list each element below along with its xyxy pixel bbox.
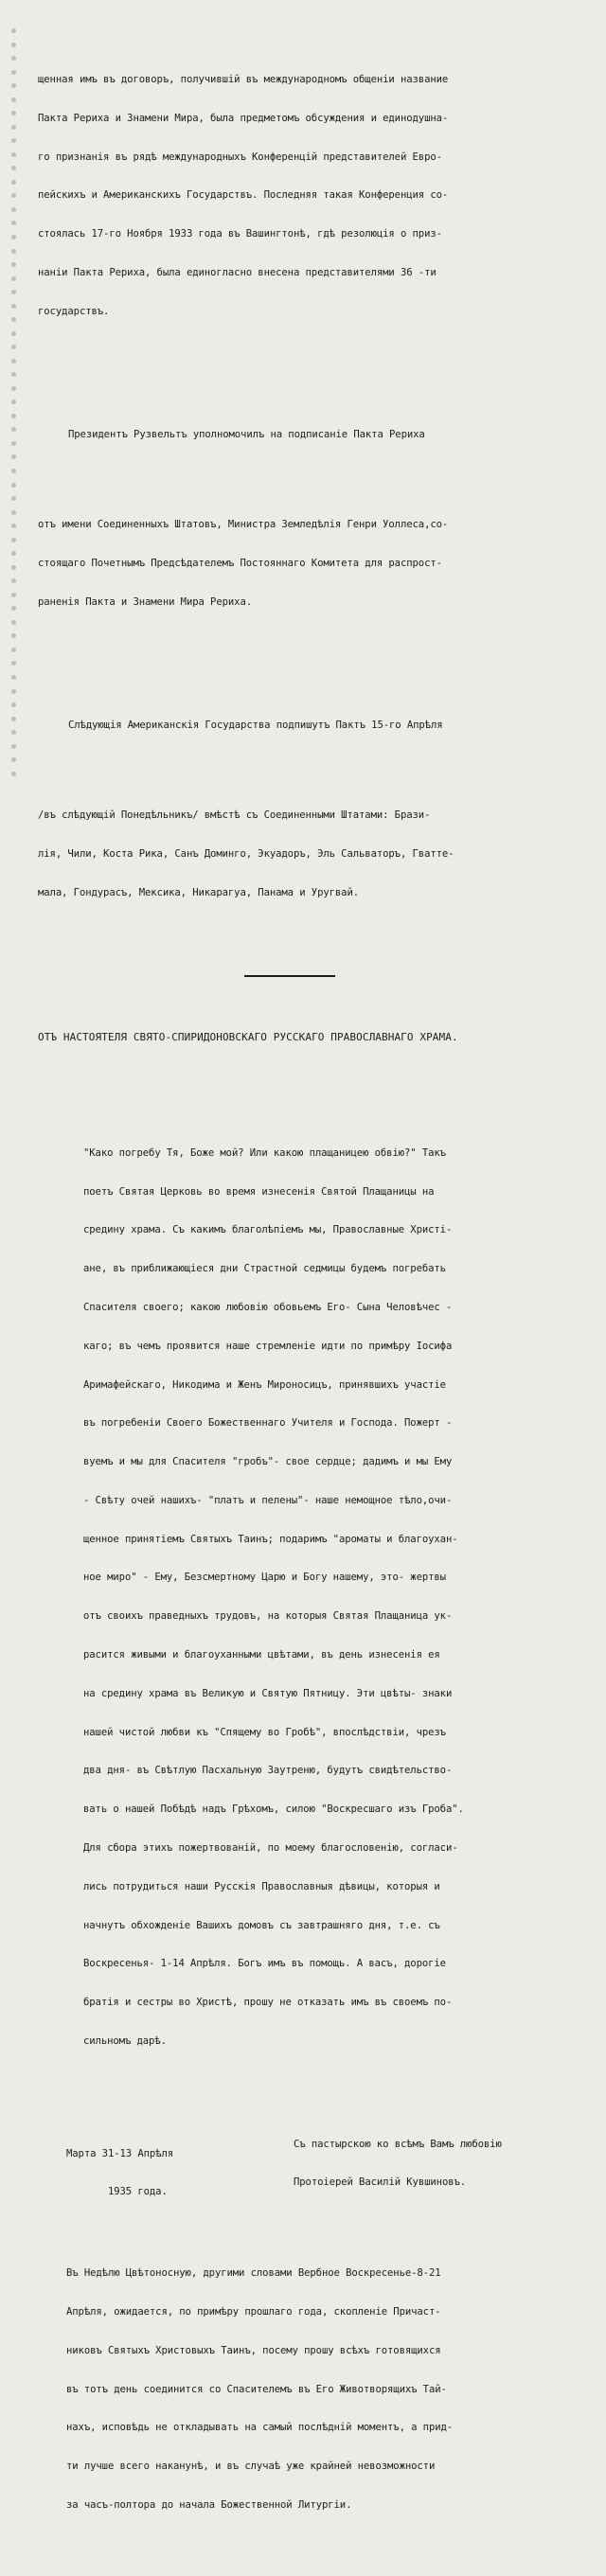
text-line: на средину храма въ Великую и Святую Пятницу. Эти цвѣты- знаки bbox=[83, 1687, 453, 1699]
signature-date bbox=[66, 2122, 173, 2225]
text-line: /въ слѣдующій Понедѣльникъ/ вмѣстѣ съ Соединенными Штатами: Брази- bbox=[38, 809, 431, 822]
text-line: Воскресенья- 1-14 Апрѣля. Богъ имъ въ помощь. А васъ, дорогіе bbox=[83, 1958, 446, 1970]
text-line: ное миро" - Ему, Безсмертному Царю и Богу нашему, это- жертвы bbox=[83, 1572, 446, 1584]
binder-holes bbox=[11, 28, 21, 776]
text-line: Пакта Рериха и Знамени Мира, была предметомъ обсуждения и единодушна- bbox=[38, 112, 449, 124]
text-line: щенная имъ въ договоръ, получившій въ международномъ общеніи название bbox=[38, 73, 449, 85]
text-line: стоялась 17-го Ноября 1933 года въ Вашингтонѣ, гдѣ резолюція о приз- bbox=[38, 228, 442, 240]
divider-line bbox=[244, 975, 335, 977]
text-line: пейскихъ и Американскихъ Государствъ. Последняя такая Конференция со- bbox=[38, 189, 449, 202]
text-line: отъ имени Соединенныхъ Штатовъ, Министра Земледѣлія Генри Уоллеса,со- bbox=[38, 519, 449, 531]
roerich-pact-paragraph-2 bbox=[38, 403, 578, 468]
text-line: Марта 31-13 Апрѣля bbox=[66, 2147, 174, 2159]
text-line: ане, въ приближающіеся дни Страстной седмицы будемъ погребать bbox=[83, 1263, 446, 1275]
text-line: государствъ. bbox=[38, 305, 110, 317]
text-line: Аримафейскаго, Никодима и Женъ Мироносицъ, принявшихъ участіе bbox=[83, 1378, 446, 1391]
text-line: никовъ Святыхъ Христовыхъ Таинъ, посему прошу всѣхъ готовящихся bbox=[66, 2344, 441, 2356]
rector-heading: ОТЪ НАСТОЯТЕЛЯ СВЯТО-СПИРИДОНОВСКАГО РУССКАГО ПРАВОСЛАВНАГО ХРАМА. bbox=[38, 1031, 458, 1044]
text-line: - Свѣту очей нашихъ- "платъ и пелены"- наше немощное тѣло,очи- bbox=[83, 1494, 453, 1506]
text-line: въ тотъ день соединится со Спасителемъ въ Его Животворящихъ Тай- bbox=[66, 2383, 447, 2395]
text-line: Съ пастырскою ко всѣмъ Вамъ любовію bbox=[294, 2138, 502, 2150]
section-divider bbox=[38, 964, 578, 992]
signature-author bbox=[294, 2112, 502, 2215]
text-line: Въ Недѣлю Цвѣтоносную, другими словами Вербное Воскресенье-8-21 bbox=[66, 2267, 441, 2280]
text-line: мала, Гондурасъ, Мексика, Никарагуа, Панама и Уругвай. bbox=[38, 886, 360, 898]
text-line: лись потрудиться наши Русскія Православныя дѣвицы, которыя и bbox=[83, 1880, 440, 1892]
text-line: раненія Пакта и Знамени Мира Рериха. bbox=[38, 595, 253, 608]
text-line: расится живыми и благоуханными цвѣтами, въ день изнесенія ея bbox=[83, 1649, 440, 1661]
text-line: два дня- въ Свѣтлую Пасхальную Заутреню, будутъ свидѣтельство- bbox=[83, 1765, 453, 1777]
text-line: въ погребеніи Своего Божественнаго Учителя и Господа. Пожерт - bbox=[83, 1417, 453, 1430]
text-line: за часъ-полтора до начала Божественной Литургіи. bbox=[66, 2498, 352, 2511]
roerich-pact-paragraph-1 bbox=[38, 48, 578, 345]
text-line: нахъ, исповѣдь не откладывать на самый послѣдній моментъ, а прид- bbox=[66, 2422, 454, 2434]
text-line: го признанія въ рядѣ международныхъ Конференцій представителей Евро- bbox=[38, 151, 442, 163]
text-line: отъ своихъ праведныхъ трудовъ, на которыя Святая Плащаница ук- bbox=[83, 1610, 453, 1623]
roerich-pact-paragraph-3-cont bbox=[38, 784, 578, 926]
text-line: начнутъ обхожденіе Вашихъ домовъ съ завтрашняго дня, т.е. съ bbox=[83, 1919, 440, 1931]
text-line: Спасителя своего; какою любовію обовьемъ Его- Сына Человѣчес - bbox=[83, 1302, 453, 1313]
text-line: Апрѣля, ожидается, по примѣру прошлаго года, скопленіе Причаст- bbox=[66, 2305, 441, 2318]
text-line: поетъ Святая Церковь во время изнесенія Святой Плащаницы на bbox=[83, 1185, 435, 1198]
text-line: лія, Чили, Коста Рика, Санъ Доминго, Экуадоръ, Эль Сальваторъ, Гватте- bbox=[38, 848, 454, 860]
text-line: каго; въ чемъ проявится наше стремленіе идти по примѣру Іосифа bbox=[83, 1340, 453, 1352]
rector-message bbox=[38, 1122, 578, 2074]
text-line: нашей чистой любви къ "Спящему во Гробѣ", впослѣдствіи, чрезъ bbox=[83, 1726, 446, 1738]
palm-sunday-notice bbox=[38, 2242, 578, 2538]
text-line: средину храма. Съ какимъ благолѣпіемъ мы, Православные Христі- bbox=[83, 1224, 453, 1236]
signature-row bbox=[38, 2112, 578, 2198]
text-line: стоящаго Почетнымъ Предсѣдателемъ Постояннаго Комитета для распрост- bbox=[38, 557, 442, 569]
text-line: 1935 года. bbox=[66, 2186, 168, 2198]
typed-text bbox=[38, 9, 578, 2576]
text-line: вуемъ и мы для Спасителя "гробъ"- свое сердце; дадимъ и мы Ему bbox=[83, 1456, 453, 1468]
roerich-pact-paragraph-3 bbox=[38, 694, 578, 758]
text-line: Слѣдующія Американскія Государства подпишутъ Пактъ 15-го Апрѣля bbox=[68, 720, 443, 732]
roerich-pact-paragraph-2-cont bbox=[38, 493, 578, 635]
text-line: Протоіерей Василій Кувшиновъ. bbox=[294, 2176, 467, 2189]
text-line: вать о нашей Побѣдѣ надъ Грѣхомъ, силою "Воскресшаго изъ Гроба". bbox=[83, 1803, 464, 1816]
text-line: Для сбора этихъ пожертвованій, по моему благословенію, согласи- bbox=[83, 1841, 458, 1854]
text-line: Президентъ Рузвельтъ уполномочилъ на подписаніе Пакта Рериха bbox=[68, 429, 425, 440]
text-line: наніи Пакта Рериха, была единогласно внесена представителями 36 -ти bbox=[38, 266, 437, 278]
text-line: сильномъ дарѣ. bbox=[83, 2034, 167, 2047]
text-line: "Како погребу Тя, Боже мой? Или какою плащаницею обвію?" Такъ bbox=[83, 1146, 446, 1159]
text-line: ти лучше всего наканунѣ, и въ случаѣ уже крайней невозможности bbox=[66, 2461, 436, 2473]
text-line: щенное принятіемъ Святыхъ Таинъ; подаримъ "ароматы и благоухан- bbox=[83, 1533, 458, 1545]
text-line: братія и сестры во Христѣ, прошу не отказать имъ въ своемъ по- bbox=[83, 1997, 453, 2009]
